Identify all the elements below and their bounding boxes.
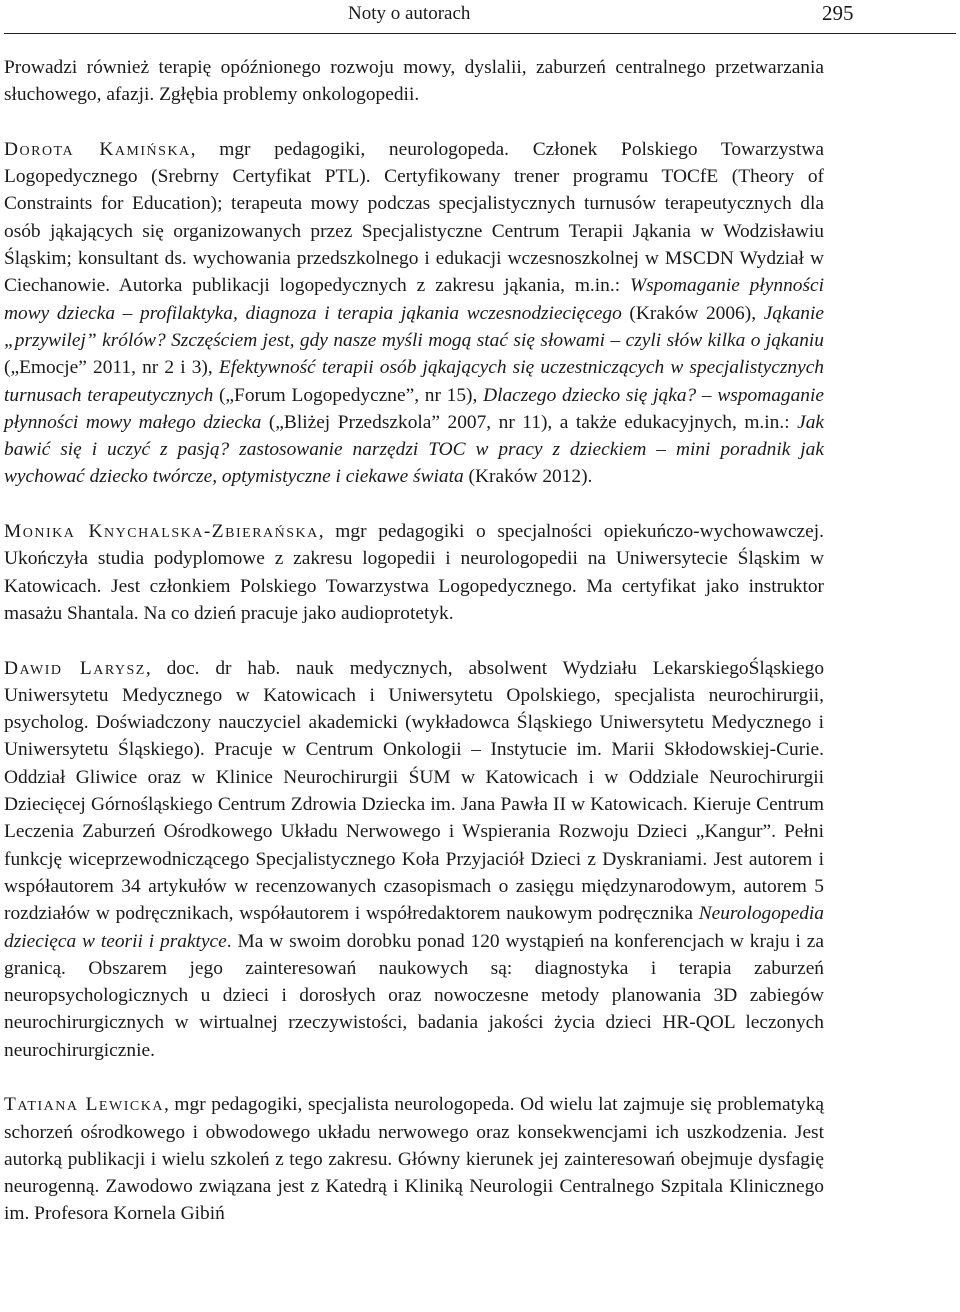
italic-title: Jąkanie „przywilej” królów? Szczęściem jest, gdy nasze myśli mogą stać się słowami – czyli słów kilka o jąkaniu	[4, 302, 824, 351]
author-name: Dawid Larysz	[4, 657, 146, 679]
author-note-lewicka	[4, 1091, 824, 1227]
text-segment: („Bliżej Przedszkola” 2007, nr 11), a także edukacyjnych, m.in.:	[261, 411, 798, 433]
author-note-knychalska-zbieranska	[4, 518, 824, 627]
text-segment: Prowadzi również terapię opóźnionego rozwoju mowy, dyslalii, zaburzeń centralnego przetwarzania słuchowego, afazji. Zgłębia problemy onkologopedii.	[4, 57, 824, 106]
text-segment: , mgr pedagogiki, specjalista neurologopeda. Od wielu lat zajmuje się problematyką schorzeń ośrodkowego i obwodowego układu nerwowego oraz konsekwencjami ich uszkodzenia. Jest autorką publikacji i wielu szkoleń z tego zakresu. Główny kierunek jej zainteresowań obejmuje dysfagię neurogenną. Zawodowo związana jest z Katedrą i Kliniką Neurologii Centralnego Szpitala Klinicznego im. Profesora Kornela Gibiń	[4, 1094, 824, 1225]
running-title: Noty o autorach	[348, 3, 471, 24]
italic-title: Efektywność terapii osób jąkających się uczestniczących w specjalistycznych turnusach terapeutycznych	[4, 357, 824, 406]
text-segment: , mgr pedagogiki o specjalności opiekuńczo-wychowawczej. Ukończyła studia podyplomowe z zakresu logopedii i neurologopedii na Uniwersytecie Śląskim w Katowicach. Jest członkiem Polskiego Towarzystwa Logopedycznego. Ma certyfikat jako instruktor masażu Shantala. Na co dzień pracuje jako audioprotetyk.	[4, 521, 824, 624]
text-segment: . Ma w swoim dorobku ponad 120 wystąpień na konferencjach w kraju i za granicą. Obszarem jego zainteresowań naukowych są: diagnostyka i terapia zaburzeń neuropsychologicznych u dzieci i dorosłych oraz nowoczesne metody planowania 3D zabiegów neurochirurgicznych w wirtualnej rzeczywistości, badania jakości życia dzieci HR-QOL leczonych neurochirurgicznie.	[4, 930, 825, 1061]
author-note-larysz	[4, 655, 824, 1064]
italic-title: Neurologopedia dziecięca w teorii i praktyce	[4, 903, 824, 952]
text-segment: („Emocje” 2011, nr 2 i 3),	[4, 357, 219, 379]
text-segment: (Kraków 2006),	[621, 302, 764, 324]
paragraph-continuation	[4, 54, 824, 109]
text-segment: , doc. dr hab. nauk medycznych, absolwent Wydziału LekarskiegoŚląskiego Uniwersytetu Medycznego w Katowicach i Uniwersytetu Opolskiego, specjalista neurochirurgii, psycholog. Doświadczony nauczyciel akademicki (wykładowca Śląskiego Uniwersytetu Medycznego i Uniwersytetu Śląskiego). Pracuje w Centrum Onkologii – Instytucie im. Marii Skłodowskiej-Curie. Oddział Gliwice oraz w Klinice Neurochirurgii ŚUM w Katowicach i w Oddziale Neurochirurgii Dziecięcej Górnośląskiego Centrum Zdrowia Dziecka im. Jana Pawła II w Katowicach. Kieruje Centrum Leczenia Zaburzeń Ośrodkowego Układu Nerwowego i Wspierania Rozwoju Dzieci „Kangur”. Pełni funkcję wiceprzewodniczącego Specjalistycznego Koła Przyjaciół Dzieci z Dyskraniami. Jest autorem i współautorem 34 artykułów w recenzowanych czasopismach o zasięgu międzynarodowym, autorem 5 rozdziałów w podręcznikach, współautorem i współredaktorem naukowym podręcznika	[4, 657, 825, 925]
header-rule	[4, 33, 956, 34]
page-body	[4, 54, 824, 1228]
italic-title: Jak bawić się i uczyć z pasją? zastosowanie narzędzi TOC w pracy z dzieckiem – mini poradnik jak wychować dziecko twórcze, optymistyczne i ciekawe świata	[4, 411, 825, 488]
text-segment: , mgr pedagogiki, neurologopeda. Członek Polskiego Towarzystwa Logopedycznego (Srebrny Certyfikat PTL). Certyfikowany trener programu TOCfE (Theory of Constraints for Education); terapeuta mowy podczas specjalistycznych turnusów terapeutycznych dla osób jąkających się organizowanych przez Specjalistyczne Centrum Terapii Jąkania w Wodzisławiu Śląskim; konsultant ds. wychowania przedszkolnego i edukacji wczesnoszkolnej w MSCDN Wydział w Ciechanowie. Autorka publikacji logopedycznych z zakresu jąkania, m.in.:	[4, 138, 825, 297]
author-note-kaminska	[4, 136, 824, 491]
italic-title: Dlaczego dziecko się jąka? – wspomaganie płynności mowy małego dziecka	[4, 384, 824, 433]
page-number: 295	[822, 1, 854, 25]
text-segment: (Kraków 2012).	[463, 466, 593, 488]
author-name: Dorota Kamińska	[4, 138, 191, 160]
page-header	[0, 0, 960, 40]
author-name: Monika Knychalska-Zbierańska	[4, 521, 319, 543]
italic-title: Wspomaganie płynności mowy dziecka – profilaktyka, diagnoza i terapia jąkania wczesnodziecięcego	[4, 275, 824, 324]
text-segment: („Forum Logopedyczne”, nr 15),	[213, 384, 484, 406]
author-name: Tatiana Lewicka	[4, 1094, 164, 1116]
